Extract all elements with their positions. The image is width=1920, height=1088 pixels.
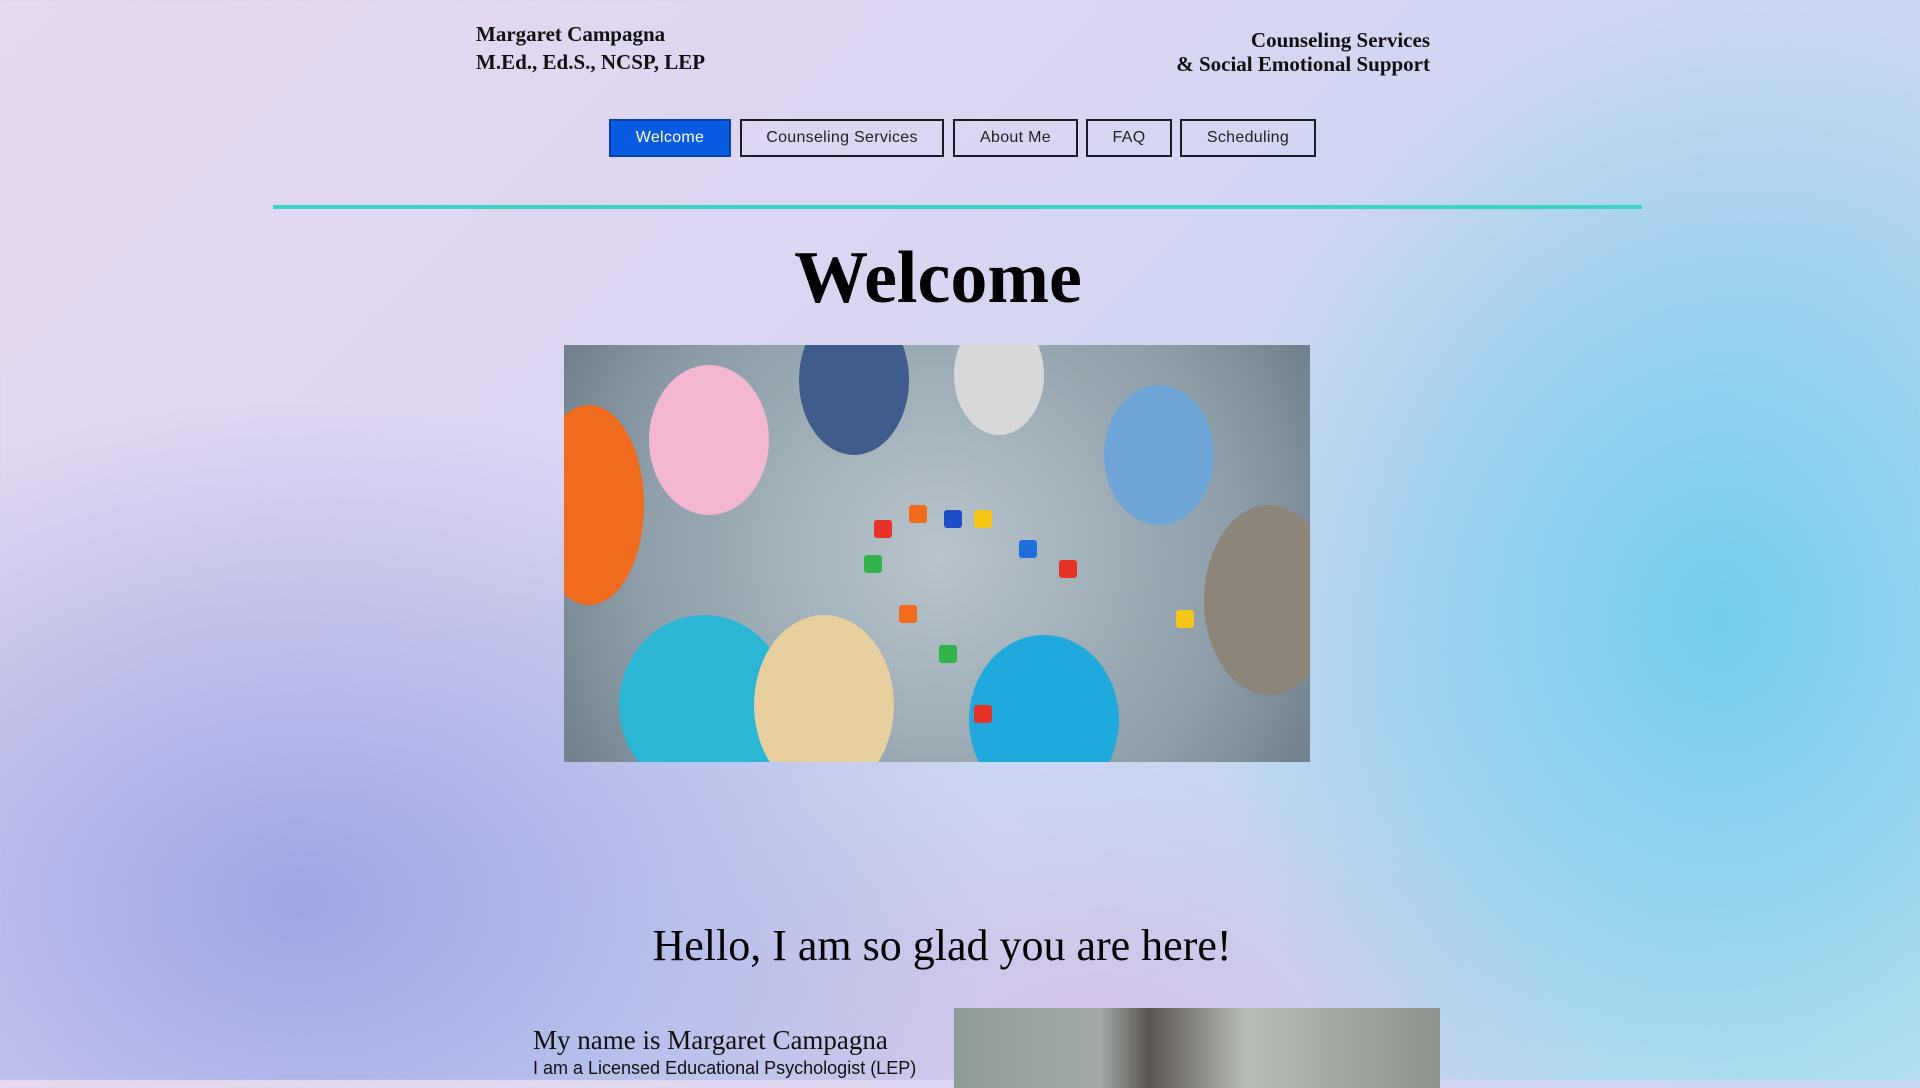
nav-welcome[interactable]: Welcome (609, 119, 731, 157)
brand (476, 20, 705, 76)
nav-scheduling[interactable]: Scheduling (1180, 119, 1316, 157)
portrait-photo (954, 1008, 1440, 1088)
nav-about-me[interactable]: About Me (953, 119, 1078, 157)
hero-image-children-playing-blocks (564, 345, 1310, 762)
nav-counseling-services[interactable]: Counseling Services (740, 119, 944, 157)
page-title: Welcome (794, 237, 1082, 319)
tagline (1176, 28, 1430, 76)
intro-text: I am a Licensed Educational Psychologist (LEP) (533, 1058, 917, 1078)
brand-credentials: M.Ed., Ed.S., NCSP, LEP (476, 50, 706, 74)
divider (273, 205, 1642, 209)
tagline-line-2: & Social Emotional Support (1176, 52, 1430, 76)
nav-faq[interactable]: FAQ (1086, 119, 1172, 157)
greeting-heading: Hello, I am so glad you are here! (652, 921, 1232, 970)
intro-heading: My name is Margaret Campagna (533, 1025, 888, 1055)
brand-name: Margaret Campagna (476, 22, 666, 46)
tagline-line-1: Counseling Services (1250, 28, 1430, 52)
